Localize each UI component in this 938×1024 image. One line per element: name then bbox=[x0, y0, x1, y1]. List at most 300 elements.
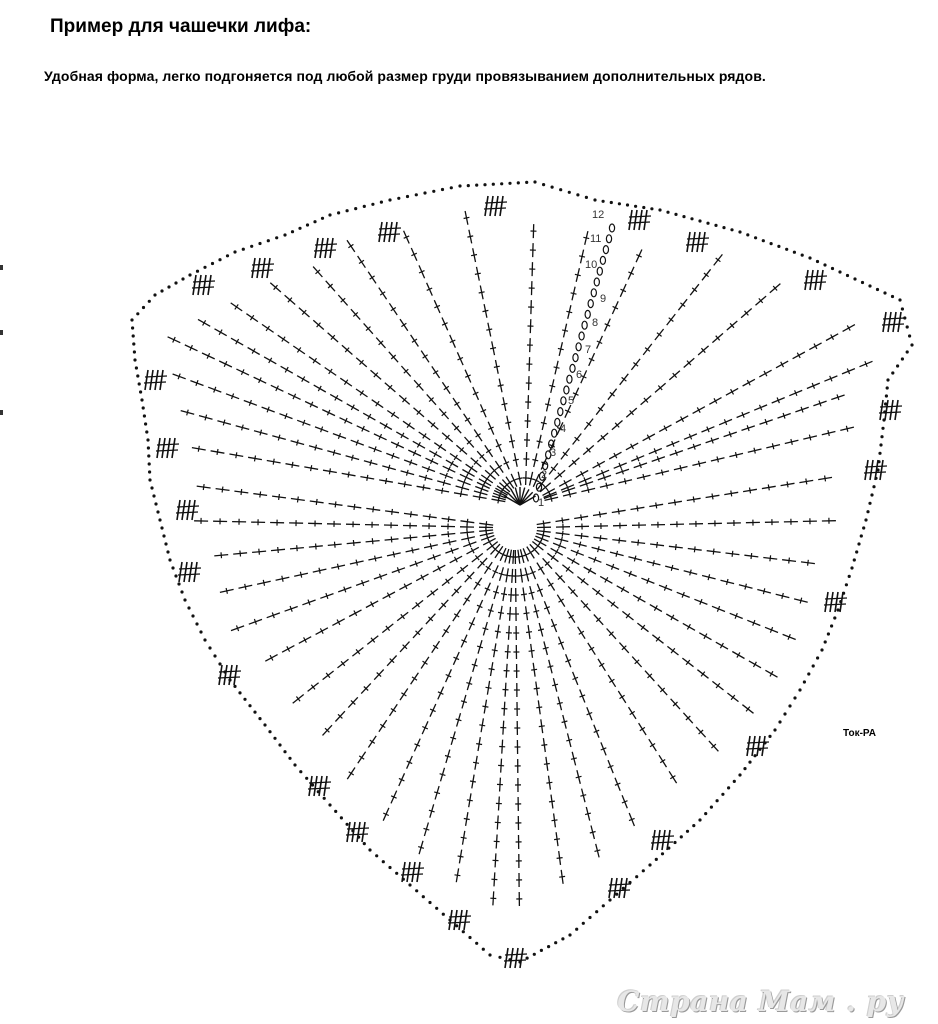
cluster-bar bbox=[870, 460, 873, 480]
stitch-crossbar bbox=[581, 533, 582, 539]
stitch-crossbar bbox=[297, 545, 298, 551]
chain-dot bbox=[267, 239, 270, 242]
chain-dot bbox=[268, 730, 271, 733]
cluster-bar bbox=[510, 948, 513, 968]
chain-dot bbox=[340, 816, 343, 819]
triple-crochet-cluster bbox=[628, 210, 651, 230]
chain-dot bbox=[371, 203, 374, 206]
chain-dot bbox=[674, 213, 677, 216]
stitch-crossbar bbox=[198, 446, 199, 452]
stitch-crossbar bbox=[618, 509, 619, 515]
stitch-crossbar bbox=[429, 810, 435, 812]
stitch-crossbar bbox=[333, 450, 335, 456]
chain-dot bbox=[906, 350, 909, 353]
chain-dot bbox=[853, 558, 856, 561]
chain-dot bbox=[395, 872, 398, 875]
chain-dot bbox=[833, 616, 836, 619]
chain-dot bbox=[328, 803, 331, 806]
chain-dot bbox=[727, 786, 730, 789]
chain-dot bbox=[838, 270, 841, 273]
stitch-crossbar bbox=[509, 441, 515, 442]
stitch-crossbar bbox=[329, 468, 330, 474]
stitch-crossbar bbox=[575, 274, 581, 275]
stitch-crossbar bbox=[768, 485, 769, 491]
chain-dot bbox=[768, 735, 771, 738]
chain-loop bbox=[606, 235, 611, 243]
cluster-crossbar bbox=[651, 842, 673, 843]
stitch-crossbar bbox=[412, 339, 417, 342]
chain-dot bbox=[139, 390, 142, 393]
cluster-bar bbox=[412, 862, 415, 882]
cluster-bar bbox=[634, 210, 637, 230]
stitch-crossbar bbox=[479, 292, 485, 293]
cluster-crossbar bbox=[308, 788, 330, 789]
row-number-3: 3 bbox=[550, 447, 557, 459]
chain-dot bbox=[483, 183, 486, 186]
stitch-crossbar bbox=[549, 801, 555, 802]
chain-dot bbox=[803, 680, 806, 683]
stitch-crossbar bbox=[529, 651, 535, 652]
stitch-crossbar bbox=[694, 546, 695, 552]
stitch-crossbar bbox=[241, 489, 242, 495]
stitch-crossbar bbox=[462, 485, 464, 491]
chain-dot bbox=[164, 542, 167, 545]
stitch-crossbar bbox=[499, 573, 505, 575]
stitch-crossbar bbox=[438, 444, 441, 449]
triple-crochet-cluster bbox=[218, 665, 241, 685]
stitch-crossbar bbox=[443, 480, 445, 486]
cluster-crossbar bbox=[686, 244, 708, 245]
chain-dot bbox=[458, 184, 461, 187]
stitch-crossbar bbox=[616, 551, 618, 557]
cluster-bar bbox=[865, 460, 868, 480]
chain-dot bbox=[891, 295, 894, 298]
chain-dot bbox=[158, 518, 161, 521]
stitch-crossbar bbox=[388, 465, 390, 471]
stitch-crossbar bbox=[546, 782, 552, 783]
chain-dot bbox=[213, 654, 216, 657]
cluster-crossbar bbox=[219, 671, 241, 672]
stitch-crossbar bbox=[539, 726, 545, 727]
cluster-bar bbox=[657, 830, 660, 850]
stitch-crossbar bbox=[566, 311, 572, 312]
stitch-crossbar bbox=[454, 455, 457, 460]
stitch-crossbar bbox=[344, 380, 347, 385]
cluster-crossbar bbox=[347, 828, 369, 829]
stitch-crossbar bbox=[554, 839, 560, 840]
cluster-crossbar bbox=[652, 836, 674, 837]
triple-crochet-cluster bbox=[879, 400, 902, 420]
chain-dot bbox=[475, 942, 478, 945]
stitch-crossbar bbox=[569, 492, 570, 498]
chain-dot bbox=[733, 780, 736, 783]
cluster-bar bbox=[609, 878, 612, 898]
chain-dot bbox=[145, 430, 148, 433]
chain-dot bbox=[180, 590, 183, 593]
stitch-crossbar bbox=[479, 725, 485, 726]
cluster-bar bbox=[629, 210, 632, 230]
cluster-bar bbox=[893, 312, 896, 332]
chain-dot bbox=[898, 298, 901, 301]
diagram-stitch-rays bbox=[168, 211, 873, 906]
stitch-crossbar bbox=[772, 443, 773, 449]
stitch-crossbar bbox=[319, 568, 320, 574]
chain-dot bbox=[680, 835, 683, 838]
stitch-crossbar bbox=[590, 832, 596, 834]
chain-loop bbox=[597, 267, 602, 275]
stitch-crossbar bbox=[828, 430, 829, 436]
triple-crochet-cluster bbox=[686, 232, 709, 252]
chain-dot bbox=[488, 953, 491, 956]
stitch-crossbar bbox=[498, 612, 504, 613]
stitch-crossbar bbox=[404, 481, 405, 487]
cluster-bar bbox=[224, 665, 227, 685]
stitch-crossbar bbox=[566, 739, 572, 741]
chain-dot bbox=[143, 414, 146, 417]
chain-dot bbox=[762, 239, 765, 242]
chain-dot bbox=[575, 928, 578, 931]
stitch-crossbar bbox=[486, 521, 487, 527]
cluster-bar bbox=[464, 910, 467, 930]
chain-dot bbox=[836, 608, 839, 611]
chain-dot bbox=[208, 646, 211, 649]
chain-dot bbox=[500, 182, 503, 185]
stitch-crossbar bbox=[429, 514, 430, 520]
chain-dot bbox=[243, 698, 246, 701]
triple-crochet-cluster bbox=[176, 500, 199, 520]
cluster-crossbar bbox=[218, 677, 240, 678]
cluster-crossbar bbox=[449, 916, 471, 917]
chain-dot bbox=[862, 526, 865, 529]
chain-dot bbox=[812, 664, 815, 667]
chain-dot bbox=[242, 248, 245, 251]
stitch-crossbar bbox=[221, 552, 222, 558]
chain-dot bbox=[658, 208, 661, 211]
chain-dot bbox=[714, 224, 717, 227]
chain-dot bbox=[133, 350, 136, 353]
chain-dot bbox=[144, 422, 147, 425]
cluster-bar bbox=[417, 862, 420, 882]
stitch-ray bbox=[220, 531, 494, 594]
stitch-ray bbox=[270, 283, 510, 492]
chain-dot bbox=[136, 374, 139, 377]
chain-dot bbox=[162, 534, 165, 537]
chain-dot bbox=[901, 357, 904, 360]
cluster-bar bbox=[880, 400, 883, 420]
cluster-bar bbox=[330, 238, 333, 258]
cluster-bar bbox=[324, 776, 327, 796]
chain-dot bbox=[785, 248, 788, 251]
chain-dot bbox=[692, 824, 695, 827]
cluster-bar bbox=[203, 275, 206, 295]
triple-crochet-cluster bbox=[346, 822, 369, 842]
chain-dot bbox=[559, 188, 562, 191]
diagram-outline-chain bbox=[130, 180, 913, 963]
chain-dot bbox=[492, 183, 495, 186]
cluster-crossbar bbox=[156, 450, 178, 451]
chain-dot bbox=[533, 180, 536, 183]
cluster-crossbar bbox=[315, 244, 337, 245]
chain-dot bbox=[845, 583, 848, 586]
chain-dot bbox=[853, 277, 856, 280]
chain-dot bbox=[864, 518, 867, 521]
stitch-ray bbox=[537, 254, 722, 489]
cluster-crossbar bbox=[804, 282, 826, 283]
cluster-bar bbox=[880, 460, 883, 480]
stitch-ray bbox=[293, 542, 498, 704]
chain-dot bbox=[153, 293, 156, 296]
chain-dot bbox=[866, 510, 869, 513]
chain-dot bbox=[901, 307, 904, 310]
chain-dot bbox=[346, 823, 349, 826]
stitch-crossbar bbox=[495, 631, 501, 632]
stitch-crossbar bbox=[329, 369, 332, 374]
stitch-crossbar bbox=[335, 542, 336, 548]
triple-crochet-cluster bbox=[156, 438, 179, 458]
chain-dot bbox=[275, 236, 278, 239]
stitch-crossbar bbox=[461, 701, 467, 703]
chain-dot bbox=[305, 777, 308, 780]
cluster-bar bbox=[490, 196, 493, 216]
chain-dot bbox=[298, 227, 301, 230]
chain-dot bbox=[196, 270, 199, 273]
cluster-bar bbox=[520, 948, 523, 968]
stitch-crossbar bbox=[456, 719, 462, 721]
cluster-crossbar bbox=[193, 281, 215, 282]
stitch-crossbar bbox=[745, 584, 747, 590]
chain-dot bbox=[346, 209, 349, 212]
chain-loop bbox=[588, 300, 593, 308]
stitch-crossbar bbox=[354, 504, 355, 510]
chain-dot bbox=[642, 869, 645, 872]
chain-dot bbox=[568, 191, 571, 194]
cluster-crossbar bbox=[177, 506, 199, 507]
stitch-crossbar bbox=[846, 426, 847, 432]
chain-dot bbox=[258, 717, 261, 720]
stitch-crossbar bbox=[311, 465, 312, 471]
chain-dot bbox=[160, 526, 163, 529]
cluster-crossbar bbox=[880, 406, 902, 407]
stitch-crossbar bbox=[278, 547, 279, 553]
chain-dot bbox=[291, 230, 294, 233]
chain-dot bbox=[174, 281, 177, 284]
stitch-crossbar bbox=[205, 415, 207, 421]
stitch-crossbar bbox=[338, 564, 339, 570]
chain-dot bbox=[883, 291, 886, 294]
stitch-crossbar bbox=[505, 422, 511, 423]
chain-dot bbox=[435, 907, 438, 910]
triple-crochet-cluster bbox=[251, 258, 274, 278]
chain-dot bbox=[615, 893, 618, 896]
chain-dot bbox=[334, 810, 337, 813]
stitch-crossbar bbox=[637, 506, 638, 512]
chain-loop bbox=[564, 386, 569, 394]
stitch-crossbar bbox=[680, 465, 681, 471]
chain-dot bbox=[218, 258, 221, 261]
cluster-bar bbox=[820, 270, 823, 290]
cluster-bar bbox=[895, 400, 898, 420]
stitch-crossbar bbox=[279, 494, 280, 500]
chain-dot bbox=[650, 207, 653, 210]
triple-crochet-cluster bbox=[504, 948, 527, 968]
chain-dot bbox=[218, 662, 221, 665]
stitch-crossbar bbox=[494, 366, 500, 367]
cluster-bar bbox=[757, 736, 760, 756]
chain-dot bbox=[177, 582, 180, 585]
stitch-crossbar bbox=[825, 476, 826, 482]
chain-dot bbox=[195, 622, 198, 625]
chain-dot bbox=[661, 852, 664, 855]
stitch-crossbar bbox=[554, 367, 560, 368]
chain-loop bbox=[591, 289, 596, 297]
stitch-crossbar bbox=[531, 669, 537, 670]
cluster-bar bbox=[193, 275, 196, 295]
cluster-bar bbox=[830, 592, 833, 612]
stitch-crossbar bbox=[278, 435, 280, 441]
chain-dot bbox=[148, 478, 151, 481]
stitch-ray bbox=[197, 484, 494, 527]
stitch-ray bbox=[198, 319, 508, 495]
stitch-crossbar bbox=[528, 478, 534, 479]
chain-dot bbox=[881, 427, 884, 430]
chain-dot bbox=[704, 812, 707, 815]
stitch-crossbar bbox=[356, 560, 357, 566]
cluster-bar bbox=[805, 270, 808, 290]
chain-dot bbox=[508, 182, 511, 185]
stitch-crossbar bbox=[423, 485, 424, 491]
chain-dot bbox=[467, 184, 470, 187]
stitch-crossbar bbox=[727, 579, 729, 585]
chain-dot bbox=[475, 184, 478, 187]
stitch-crossbar bbox=[223, 420, 225, 426]
cluster-bar bbox=[362, 822, 365, 842]
stitch-crossbar bbox=[521, 594, 527, 595]
stitch-ray bbox=[490, 550, 516, 905]
stitch-ray bbox=[534, 539, 777, 677]
stitch-crossbar bbox=[348, 244, 353, 247]
stitch-ray bbox=[544, 361, 873, 497]
chain-dot bbox=[132, 342, 135, 345]
chain-dot bbox=[203, 638, 206, 641]
stitch-crossbar bbox=[260, 492, 261, 498]
chain-dot bbox=[168, 558, 171, 561]
chain-dot bbox=[618, 202, 621, 205]
cluster-bar bbox=[189, 562, 192, 582]
chain-dot bbox=[730, 228, 733, 231]
cluster-bar bbox=[357, 822, 360, 842]
cluster-crossbar bbox=[505, 954, 527, 955]
chain-dot bbox=[533, 953, 536, 956]
cluster-bar bbox=[262, 258, 265, 278]
chain-dot bbox=[293, 763, 296, 766]
chain-dot bbox=[666, 211, 669, 214]
chain-dot bbox=[798, 688, 801, 691]
chain-dot bbox=[910, 343, 913, 346]
stitch-ray bbox=[313, 267, 512, 491]
stitch-crossbar bbox=[581, 515, 582, 521]
row-number-2: 2 bbox=[541, 469, 548, 481]
chain-dot bbox=[831, 267, 834, 270]
stitch-crossbar bbox=[467, 236, 473, 237]
stitch-crossbar bbox=[486, 687, 492, 688]
stitch-crossbar bbox=[392, 509, 393, 515]
stitch-crossbar bbox=[800, 598, 802, 604]
stitch-crossbar bbox=[380, 292, 385, 295]
row-number-6: 6 bbox=[576, 369, 583, 381]
stitch-crossbar bbox=[410, 535, 411, 541]
chain-dot bbox=[885, 394, 888, 397]
stitch-crossbar bbox=[782, 593, 784, 599]
stitch-crossbar bbox=[476, 434, 481, 437]
stitch-crossbar bbox=[335, 501, 336, 507]
chain-dot bbox=[132, 334, 135, 337]
stitch-crossbar bbox=[477, 646, 483, 648]
cluster-bar bbox=[619, 878, 622, 898]
stitch-crossbar bbox=[482, 706, 488, 707]
chain-dot bbox=[753, 754, 756, 757]
stitch-crossbar bbox=[260, 430, 262, 436]
cluster-bar bbox=[160, 370, 163, 390]
chain-dot bbox=[428, 901, 431, 904]
chain-dot bbox=[167, 285, 170, 288]
stitch-ray bbox=[173, 374, 507, 499]
cluster-bar bbox=[172, 438, 175, 458]
stitch-ray bbox=[214, 528, 493, 559]
cluster-bar bbox=[662, 830, 665, 850]
cluster-bar bbox=[184, 562, 187, 582]
chain-dot bbox=[382, 860, 385, 863]
stitch-ray bbox=[168, 337, 507, 497]
chain-dot bbox=[415, 193, 418, 196]
stitch-ray bbox=[523, 548, 635, 826]
chain-dot bbox=[442, 913, 445, 916]
chain-dot bbox=[872, 485, 875, 488]
chain-loop bbox=[582, 321, 587, 329]
chain-dot bbox=[576, 193, 579, 196]
chain-dot bbox=[879, 443, 882, 446]
cluster-crossbar bbox=[484, 208, 506, 209]
stitch-crossbar bbox=[486, 329, 492, 330]
chain-dot bbox=[850, 566, 853, 569]
stitch-crossbar bbox=[736, 452, 737, 458]
row-number-9: 9 bbox=[600, 293, 607, 305]
stitch-crossbar bbox=[203, 484, 204, 490]
stitch-crossbar bbox=[430, 543, 431, 549]
cluster-crossbar bbox=[448, 922, 470, 923]
chain-dot bbox=[388, 866, 391, 869]
stitch-crossbar bbox=[187, 410, 189, 416]
cluster-bar bbox=[229, 665, 232, 685]
cluster-bar bbox=[145, 370, 148, 390]
stitch-crossbar bbox=[501, 594, 507, 595]
chain-dot bbox=[321, 217, 324, 220]
chain-dot bbox=[422, 895, 425, 898]
cluster-bar bbox=[187, 500, 190, 520]
stitch-crossbar bbox=[483, 310, 489, 311]
chain-dot bbox=[517, 181, 520, 184]
stitch-crossbar bbox=[418, 847, 424, 849]
row-number-10: 10 bbox=[585, 259, 598, 271]
stitch-crossbar bbox=[467, 519, 468, 525]
chain-dot bbox=[622, 887, 625, 890]
chain-dot bbox=[375, 854, 378, 857]
chain-dot bbox=[131, 326, 134, 329]
chain-dot bbox=[323, 797, 326, 800]
stitch-crossbar bbox=[455, 875, 461, 876]
stitch-crossbar bbox=[699, 461, 700, 467]
cluster-crossbar bbox=[309, 782, 331, 783]
stitch-crossbar bbox=[375, 556, 376, 562]
